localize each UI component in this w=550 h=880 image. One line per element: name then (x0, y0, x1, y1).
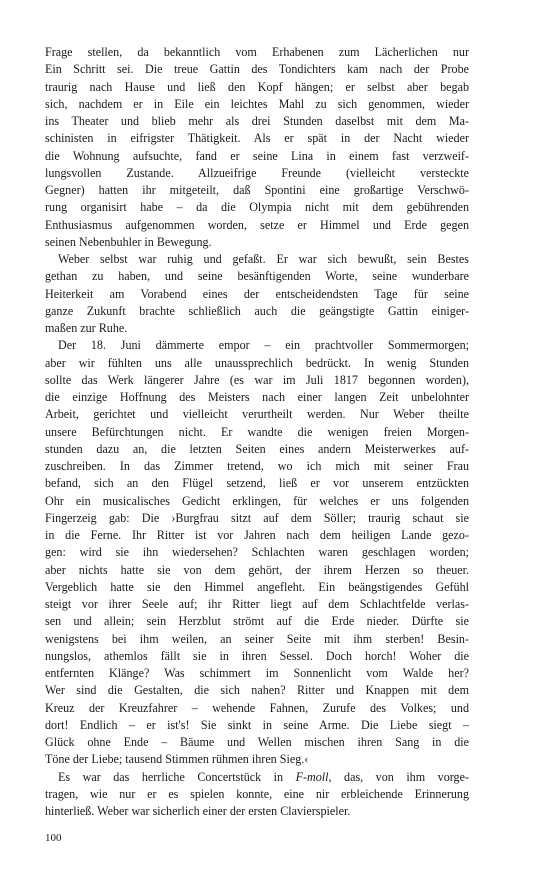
text-line: unsere Befürchtungen nicht. Er wandte die wenigen freien Morgen- (45, 424, 469, 439)
text-line: sollte das Werk längerer Jahre (es war im Juli 1817 begonnen worden), (45, 372, 469, 387)
text-line (45, 769, 469, 786)
text-line: Ohr ein musicalisches Gedicht erklingen, für welches er uns folgenden (45, 493, 469, 508)
text-line: rung organisirt habe – da die Olympia nicht mit dem gebührenden (45, 200, 469, 215)
text-line: lungsvollen Zustande. Allzueifrige Freunde (vielleicht versteckte (45, 165, 469, 180)
body-text (45, 44, 469, 820)
text-line: Wer sind die Gestalten, die sich nahen? Ritter und Knappen mit dem (45, 683, 469, 698)
text-line: Der 18. Juni dämmerte empor – ein prachtvoller Sommermorgen; (58, 338, 469, 353)
text-line: ins Theater und blieb mehr als drei Stunden daselbst mit dem Ma- (45, 114, 469, 128)
text-line: Enthusiasmus aufgenommen worden, setze er Himmel und Erde gegen (45, 217, 469, 232)
text-line: nungslos, athemlos fällt sie in ihren Sessel. Doch horch! Woher die (45, 648, 469, 663)
text-line: sen und allein; sein Herzblut strömt auf die Erde nieder. Dürfte sie (45, 614, 469, 629)
text-line: Vergeblich hatte sie den Himmel angefleht. Ein beängstigendes Gefühl (45, 579, 469, 594)
text-line: aber wir fühlten uns alle unaussprechlich bedrückt. In wenig Stunden (45, 355, 469, 370)
text-line: schinisten in eifrigster Thätigkeit. Als er spät in der Nacht wieder (45, 131, 469, 146)
text-line: entfernten Klänge? Was schimmert im Sonnenlicht vom Walde her? (45, 666, 469, 680)
text-line: Arbeit, gerichtet und vielleicht verurtheilt werden. Nur Weber theilte (45, 407, 469, 422)
text-line: stunden dazu an, die letzten Seiten eines andern Meisterwerkes auf- (45, 441, 469, 456)
text-line: sich, nachdem er in Eile ein leichtes Mahl zu sich genommen, wieder (45, 96, 469, 111)
text-line: Heiterkeit am Vorabend eines der entscheidendsten Tage für seine (45, 286, 469, 301)
text-segment: , das, von ihm vorge- (328, 769, 469, 784)
text-line: traurig nach Hause und ließ den Kopf hängen; er selbst aber begab (45, 79, 469, 94)
text-line: befand, sich an den Flügel setzend, ließ er vor unserem entzückten (45, 476, 469, 491)
page-number: 100 (45, 832, 62, 844)
text-line: gethan zu haben, und seine besänftigenden Worte, seine wunderbare (45, 269, 469, 284)
text-line: aber nichts hatte sie von dem gehört, der ihrem Herzen so theuer. (45, 562, 469, 577)
text-line: ganze Zukunft brachte schließlich auch die geängstigte Gattin einiger- (45, 303, 469, 318)
text-line: steigt vor ihrer Seele auf; ihr Ritter liegt auf dem Schlachtfelde verlas- (45, 597, 469, 611)
text-line: gen: wird sie ihn wiedersehen? Schlachten waren geschlagen worden; (45, 545, 469, 560)
text-line: zuschreiben. In das Zimmer tretend, wo ich mich mit seiner Frau (45, 459, 469, 473)
text-line: Kreuz der Kreuzfahrer – wehende Fahnen, Zurufe des Volkes; und (45, 700, 469, 715)
text-line: Glück ohne Ende – Bäume und Wellen mischen ihren Sang in die (45, 735, 469, 749)
text-line: tragen, wie nur er es spielen konnte, eine nir erbleichende Erinnerung (45, 786, 469, 801)
text-line: die Wohnung aufsuchte, fand er seine Lina in einem fast verzweif- (45, 148, 469, 163)
text-line: die einzige Hoffnung des Meisters nach einer langen Zeit unbelohnter (45, 390, 469, 404)
text-segment: Es war das herrliche Concertstück in (58, 769, 296, 784)
text-line: Fingerzeig gab: Die ›Burgfrau sitzt auf dem Söller; traurig schaut sie (45, 510, 469, 525)
text-line: in die Ferne. Ihr Ritter ist vor Jahren nach dem heiligen Lande gezo- (45, 528, 469, 542)
text-line: dort! Endlich – er ist's! Sie sinkt in seine Arme. Die Liebe siegt – (45, 717, 469, 732)
text-line: maßen zur Ruhe. (45, 321, 128, 335)
text-line: Frage stellen, da bekanntlich vom Erhabenen zum Lächerlichen nur (45, 45, 469, 59)
text-line: hinterließ. Weber war sicherlich einer der ersten Clavierspieler. (45, 804, 351, 818)
text-line: Gegner) hatten ihr mitgeteilt, daß Spontini eine großartige Verschwö- (45, 183, 469, 197)
text-line: Ein Schritt sei. Die treue Gattin des Tondichters kam nach der Probe (45, 62, 469, 77)
text-line: wenigstens bei ihm weilen, an seiner Seite mit ihm sterben! Besin- (45, 631, 469, 646)
text-line: Töne der Liebe; tausend Stimmen rühmen ihren Sieg.‹ (45, 752, 309, 767)
text-line: Weber selbst war ruhig und gefaßt. Er war sich bewußt, sein Bestes (58, 252, 469, 266)
text-line: seinen Nebenbuhler in Bewegung. (45, 234, 212, 249)
italic-text: F-moll (295, 769, 329, 784)
